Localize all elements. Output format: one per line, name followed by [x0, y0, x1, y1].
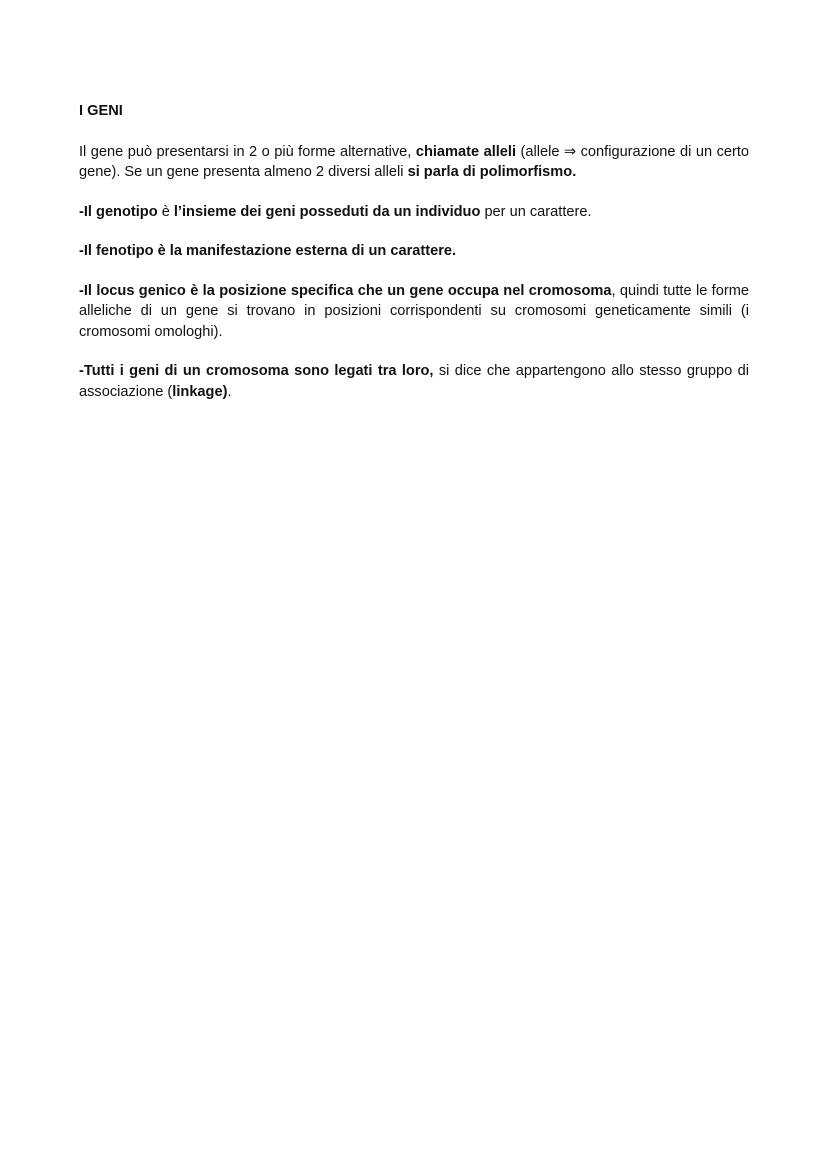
paragraph-linkage	[79, 361, 749, 402]
paragraph-phenotype	[79, 241, 749, 262]
text-segment: Il gene può presentarsi in 2 o più forme alternative,	[79, 143, 416, 160]
bold-segment: -Il genotipo	[79, 203, 158, 220]
bold-segment: linkage)	[172, 383, 228, 400]
bold-segment: si parla di polimorfismo.	[407, 164, 577, 180]
bold-segment: chiamate alleli	[415, 143, 517, 160]
bold-segment: -Tutti i geni di un cromosoma sono legati tra loro,	[79, 363, 434, 379]
document-body	[79, 101, 749, 421]
text-segment: per un carattere.	[480, 203, 592, 220]
text-segment: , quindi tutte le forme alleliche di un gene si trovano in posizioni corrispondenti su cromosomi geneticamente simili (i cromosomi omologhi).	[79, 282, 749, 340]
bold-segment: l’insieme dei geni posseduti da un individuo	[173, 203, 481, 220]
text-segment: si dice che appartengono allo stesso gruppo di associazione (	[79, 363, 749, 400]
bold-segment: -Il fenotipo è la manifestazione esterna di un carattere.	[79, 243, 457, 259]
paragraph-genotype	[79, 202, 749, 223]
bold-segment: -Il locus genico è la posizione specifica che un gene occupa nel cromosoma	[79, 282, 612, 299]
document-title: I GENI	[79, 103, 123, 119]
text-segment: è	[157, 203, 174, 220]
text-segment: (allele ⇒ configurazione di un certo gene). Se un gene presenta almeno 2 diversi alleli	[79, 143, 750, 180]
paragraph-alleles	[79, 142, 749, 183]
text-segment: .	[227, 383, 232, 400]
paragraph-locus	[79, 281, 749, 343]
